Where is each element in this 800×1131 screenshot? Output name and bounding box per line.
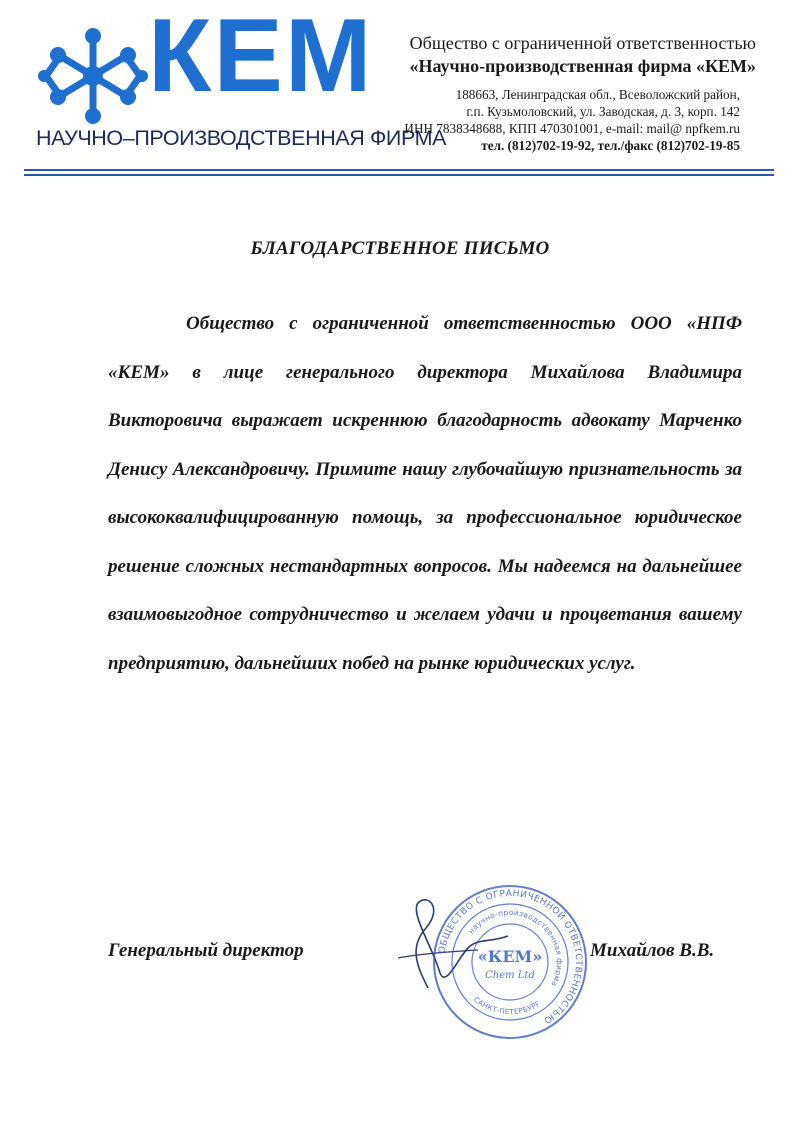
company-address-block — [360, 86, 740, 154]
address-line: г.п. Кузьмоловский, ул. Заводская, д. 3, корп. 142 — [466, 104, 740, 119]
stamp-bottom-text: САНКТ-ПЕТЕРБУРГ — [471, 995, 543, 1017]
company-name-block — [336, 32, 756, 78]
company-stamp — [430, 882, 590, 1042]
tax-email-line: ИНН 7838348688, КПП 470301001, e-mail: mail@ npfkem.ru — [404, 121, 740, 136]
stamp-center-top: «КЕМ» — [477, 947, 543, 966]
address-line: 188663, Ленинградская обл., Всеволожский район, — [455, 87, 740, 102]
header-divider — [24, 169, 774, 171]
stamp-outer-text: ОБЩЕСТВО С ОГРАНИЧЕННОЙ ОТВЕТСТВЕННОСТЬЮ — [437, 888, 584, 1026]
company-name: «Научно-производственная фирма «КЕМ» — [409, 56, 756, 76]
company-legal-form: Общество с ограниченной ответственностью — [409, 33, 756, 53]
logo-wordmark: КЕМ — [148, 0, 374, 114]
letter-body: Общество с ограниченной ответственностью ООО «НПФ «КЕМ» в лице генерального директора Михайлова Владимира Викторовича выражает искреннюю благодарность адвокату Марченко Денису Александровичу. Примите нашу глубочайшую признательность за высококвалифицированную помощь, за профессиональное юридическое решение сложных нестандартных вопросов. Мы надеемся на дальнейшее взаимовыгодное сотрудничество и желаем удачи и процветания вашему предприятию, дальнейших побед на рынке юридических услуг. — [108, 313, 742, 674]
header-divider — [24, 174, 774, 176]
signer-position: Генеральный директор — [108, 940, 304, 961]
stamp-center-bottom: Chem Ltd — [485, 970, 535, 981]
stamp-inner-text: научно-производственная фирма — [466, 907, 565, 989]
company-logo — [30, 0, 447, 158]
phones-line: тел. (812)702-19-92, тел./факс (812)702-19-85 — [481, 138, 740, 153]
letter-title: БЛАГОДАРСТВЕННОЕ ПИСЬМО — [250, 238, 550, 259]
logo-subtitle: НАУЧНО–ПРОИЗВОДСТВЕННАЯ ФИРМА — [36, 126, 447, 150]
molecule-icon — [38, 26, 148, 126]
signer-name: Михайлов В.В. — [590, 940, 715, 961]
